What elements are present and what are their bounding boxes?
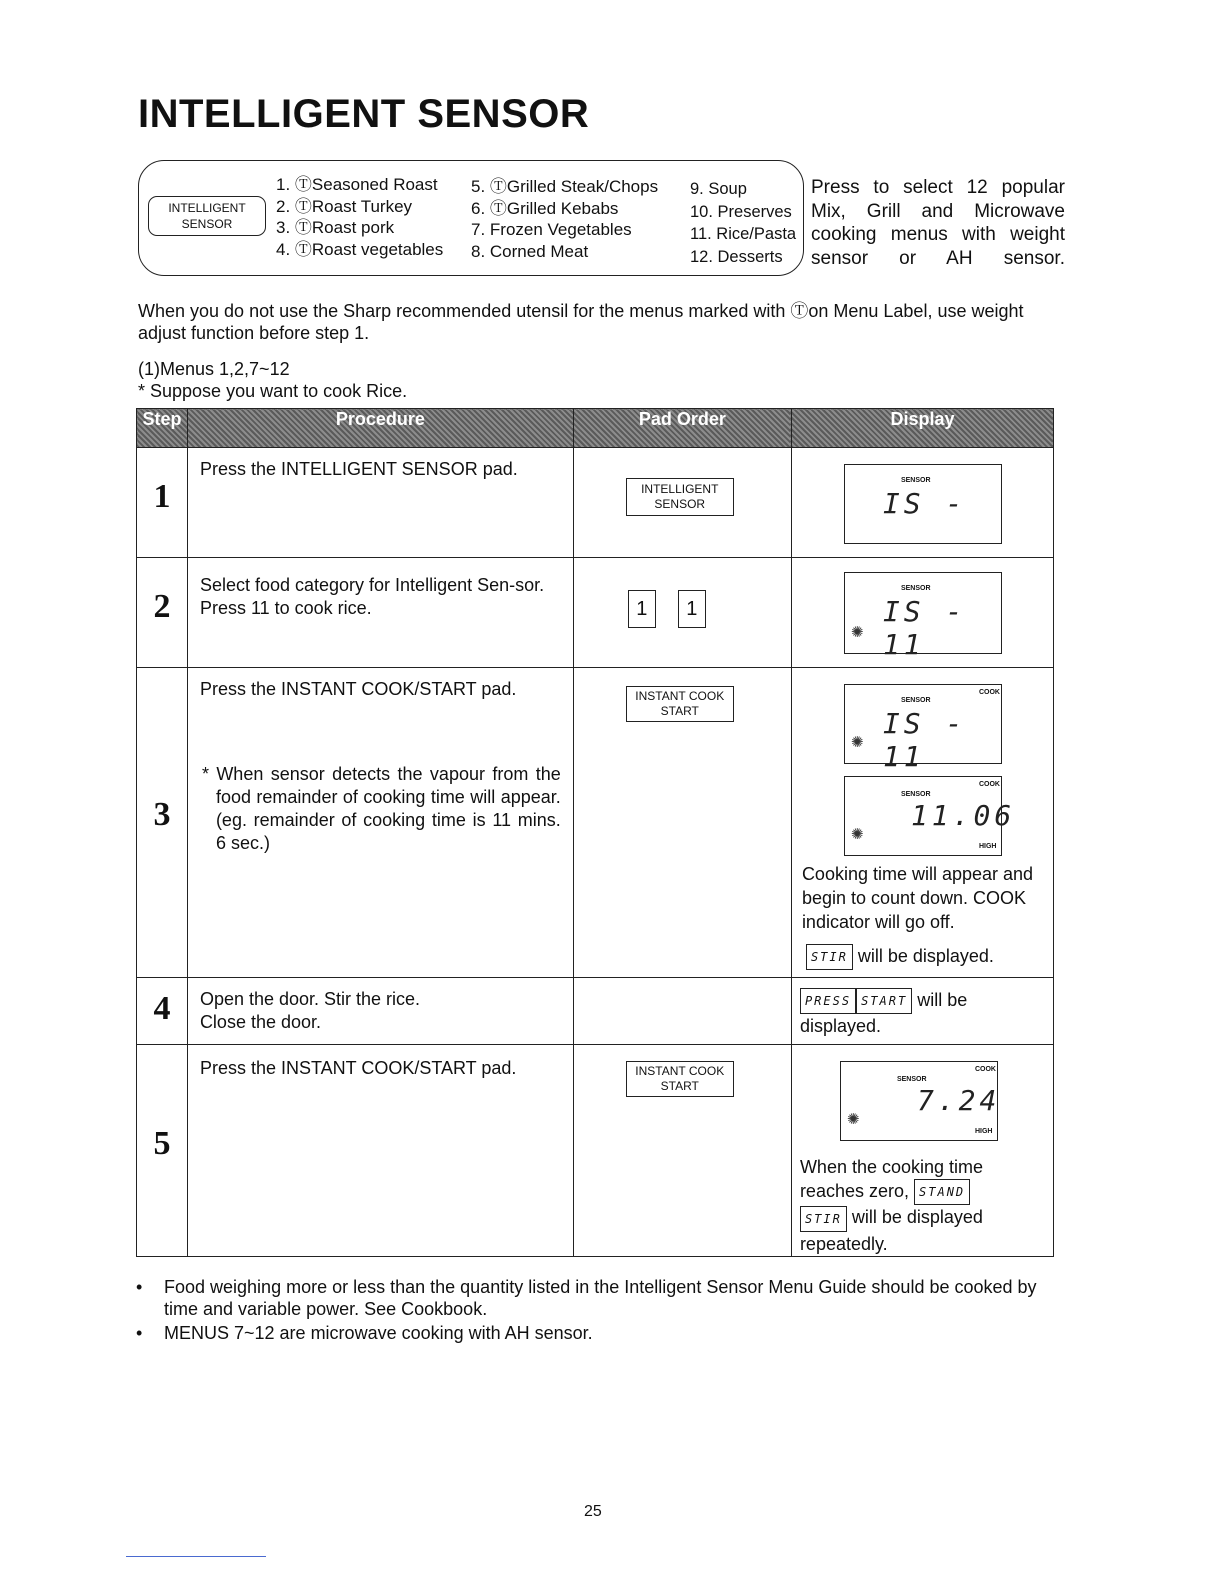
instant-cook-start-key: INSTANT COOK START	[626, 1061, 734, 1097]
menu-item: 5. ⓉGrilled Steak/Chops	[471, 177, 659, 196]
menu-item: 3. ⓉRoast pork	[276, 218, 395, 237]
display-cell	[791, 448, 1053, 558]
lcd-readout: IS -	[882, 487, 967, 520]
press-start-note: PRESS START will be displayed.	[799, 990, 968, 1037]
menu-item: 6. ⓉGrilled Kebabs	[471, 198, 619, 218]
display-cell	[791, 668, 1053, 978]
menu-item: 2. ⓉRoast Turkey	[276, 196, 413, 216]
menu-item: 10. Preserves	[690, 202, 792, 221]
step-procedure: Select food category for Intelligent Sen-sor. Press 11 to cook rice.	[187, 558, 573, 668]
steps-table	[136, 408, 1054, 1257]
intelligent-sensor-pad	[148, 196, 266, 236]
stir-label: STIR	[800, 1206, 847, 1232]
menu-item: 9. Soup	[690, 180, 747, 198]
step-number: 4	[137, 978, 188, 1045]
lcd-readout: IS - 11	[882, 707, 967, 773]
menu-item: 8. Corned Meat	[471, 241, 589, 261]
header-procedure: Procedure	[187, 409, 573, 448]
stand-label: STAND	[914, 1179, 970, 1205]
lcd-readout: IS - 11	[882, 595, 967, 661]
menu-list-col3	[690, 178, 796, 268]
start-label: START	[856, 988, 912, 1014]
table-row	[137, 668, 1054, 978]
step-number: 1	[137, 448, 188, 558]
sensor-indicator: SENSOR	[900, 791, 931, 798]
cook-indicator: COOK	[978, 781, 1000, 788]
page-number: 25	[584, 1503, 602, 1520]
sensor-indicator: SENSOR	[896, 1076, 927, 1083]
pad-order-cell	[573, 668, 791, 978]
step-note: * When sensor detects the vapour from the food remainder of cooking time will appear. (eg. remainder of cooking time is 11 mins. 6 sec.)	[201, 764, 561, 853]
sensor-indicator: SENSOR	[900, 477, 931, 484]
lcd-display	[844, 776, 1016, 856]
press-label: PRESS	[800, 988, 856, 1014]
display-note: Cooking time will appear and begin to count down. COOK indicator will go off.	[801, 864, 1034, 932]
display-note: When the cooking time reaches zero, STAND STIR will be displayed repeatedly.	[799, 1157, 984, 1254]
table-row	[137, 558, 1054, 668]
pad-order-cell	[573, 558, 791, 668]
pad-line1: INTELLIGENT	[168, 201, 246, 215]
pad-order-cell	[573, 1045, 791, 1257]
sensor-indicator: SENSOR	[900, 585, 931, 592]
number-key-1b: 1	[678, 590, 706, 628]
stir-label: STIR	[806, 944, 853, 970]
sensor-icon: ✺	[846, 1111, 860, 1128]
sensor-icon: ✺	[850, 624, 864, 641]
footnote-rule	[126, 1556, 266, 1557]
stir-note: STIR will be displayed.	[806, 944, 1044, 970]
header-display: Display	[791, 409, 1053, 448]
lcd-readout: 11.06	[910, 799, 1016, 832]
menu-item: 11. Rice/Pasta	[690, 225, 797, 243]
lcd-display	[840, 1061, 1001, 1141]
header-step: Step	[137, 409, 188, 448]
menu-list-col2	[471, 176, 658, 262]
menus-line: (1)Menus 1,2,7~12	[138, 359, 290, 379]
menu-list-col1	[276, 174, 443, 260]
step-number: 5	[137, 1045, 188, 1257]
sensor-indicator: SENSOR	[900, 697, 931, 704]
menu-item: 4. ⓉRoast vegetables	[276, 239, 444, 259]
table-row	[137, 448, 1054, 558]
table-header-row	[137, 409, 1054, 448]
pad-order-cell	[573, 978, 791, 1045]
bullet-note: • MENUS 7~12 are microwave cooking with AH sensor.	[136, 1323, 593, 1343]
header-pad-order: Pad Order	[573, 409, 791, 448]
step-number: 2	[137, 558, 188, 668]
number-key-1: 1	[628, 590, 656, 628]
pad-line2: SENSOR	[181, 217, 233, 231]
cook-indicator: COOK	[978, 689, 1000, 696]
page-title: INTELLIGENT SENSOR	[138, 92, 590, 136]
step-number: 3	[137, 668, 188, 978]
utensil-note: When you do not use the Sharp recommended utensil for the menus marked with Ⓣon Menu Label, use weight adjust function before step 1.	[138, 301, 1024, 343]
sensor-icon: ✺	[850, 734, 864, 751]
step-procedure: Open the door. Stir the rice. Close the door.	[187, 978, 573, 1045]
high-indicator: HIGH	[974, 1128, 993, 1135]
suppose-line: * Suppose you want to cook Rice.	[138, 381, 408, 401]
menu-item: 7. Frozen Vegetables	[471, 220, 632, 239]
bullet-note: • Food weighing more or less than the quantity listed in the Intelligent Sensor Menu Guide should be cooked by time and variable power. See Cookbook.	[136, 1277, 1037, 1319]
lcd-display	[844, 464, 1002, 544]
sensor-icon: ✺	[850, 826, 864, 843]
display-cell	[791, 1045, 1053, 1257]
menu-item: 1. ⓉSeasoned Roast	[276, 175, 438, 194]
table-row	[137, 1045, 1054, 1257]
lcd-readout: 7.24	[916, 1084, 1001, 1117]
intelligent-sensor-key: INTELLIGENT SENSOR	[626, 478, 734, 516]
display-cell	[791, 558, 1053, 668]
menu-item: 12. Desserts	[690, 247, 783, 266]
cook-indicator: COOK	[974, 1066, 996, 1073]
high-indicator: HIGH	[978, 843, 997, 850]
step-procedure: Press the INTELLIGENT SENSOR pad.	[187, 448, 573, 558]
lcd-display	[844, 572, 1002, 661]
lcd-display	[844, 684, 1002, 773]
step-procedure: Press the INSTANT COOK/START pad. * When sensor detects the vapour from the food remainder of cooking time will appear. (eg. remainder of cooking time is 11 mins. 6 sec.)	[187, 668, 573, 978]
menu-description: Press to select 12 popular Mix, Grill and Microwave cooking menus with weight sensor or AH sensor.	[811, 177, 1065, 269]
table-row	[137, 978, 1054, 1045]
instant-cook-start-key: INSTANT COOK START	[626, 686, 734, 722]
display-cell	[791, 978, 1053, 1045]
step-procedure: Press the INSTANT COOK/START pad.	[187, 1045, 573, 1257]
pad-order-cell	[573, 448, 791, 558]
